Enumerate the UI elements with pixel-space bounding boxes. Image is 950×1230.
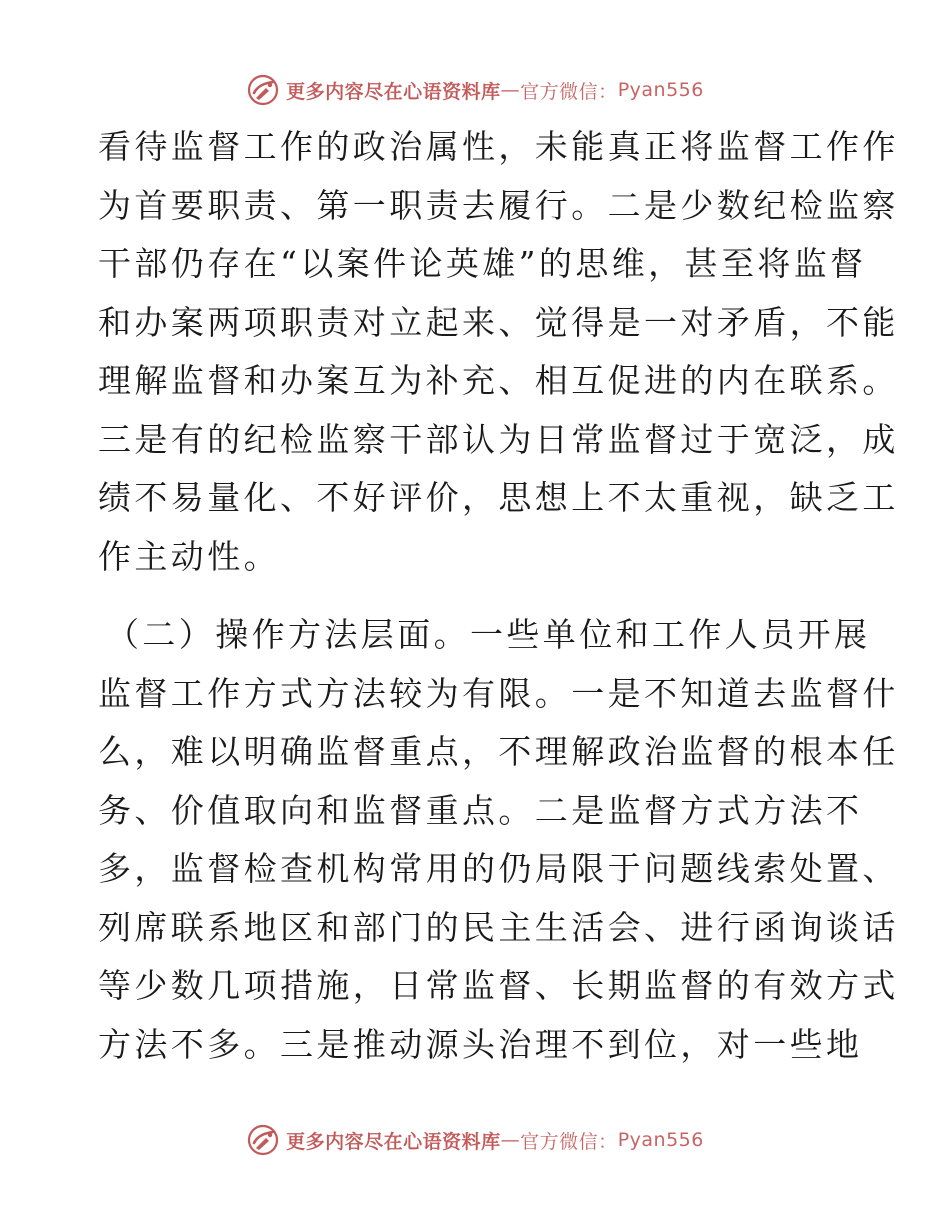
text-line: 为首要职责、第一职责去履行。二是少数纪检监察 xyxy=(98,185,899,225)
footer-banner xyxy=(0,1120,950,1160)
text-line: 等少数几项措施，日常监督、长期监督的有效方式 xyxy=(98,966,899,1005)
header-banner xyxy=(0,70,950,110)
brand-logo-icon xyxy=(246,73,280,107)
footer-banner-wechat-label: 官方微信： xyxy=(520,1130,618,1153)
paragraph-spacer xyxy=(98,586,850,606)
header-banner-wechat-id: Pyan556 xyxy=(617,79,704,101)
paragraph-2 xyxy=(98,606,899,1074)
footer-banner-separator: — xyxy=(500,1129,521,1151)
text-line: 绩不易量化、不好评价，思想上不太重视，缺乏工 xyxy=(98,478,899,517)
text-line: 么，难以明确监督重点，不理解政治监督的根本任 xyxy=(98,732,899,771)
header-banner-title: 更多内容尽在心语资料库 xyxy=(286,80,501,103)
paragraph-1 xyxy=(98,118,899,586)
footer-banner-wechat-id: Pyan556 xyxy=(617,1129,704,1151)
text-line: 理解监督和办案互为补充、相互促进的内在联系。 xyxy=(98,361,899,400)
text-line: 列席联系地区和部门的民主生活会、进行函询谈话 xyxy=(98,907,899,947)
text-line: 三是有的纪检监察干部认为日常监督过于宽泛，成 xyxy=(98,419,899,459)
document-body xyxy=(98,118,899,1074)
text-line: 多，监督检查机构常用的仍局限于问题线索处置、 xyxy=(98,849,899,888)
header-banner-wechat-label: 官方微信： xyxy=(520,80,618,103)
text-line: 方法不多。三是推动源头治理不到位，对一些地 xyxy=(98,1024,863,1064)
footer-banner-title: 更多内容尽在心语资料库 xyxy=(286,1130,501,1153)
text-line: 干部仍存在“以案件论英雄”的思维，甚至将监督 xyxy=(98,244,867,283)
text-line: 务、价值取向和监督重点。二是监督方式方法不 xyxy=(98,790,863,830)
text-line: （二）操作方法层面。一些单位和工作人员开展 xyxy=(106,615,871,654)
header-banner-separator: — xyxy=(500,79,521,101)
text-line: 和办案两项职责对立起来、觉得是一对矛盾，不能 xyxy=(98,302,899,342)
brand-logo-icon xyxy=(246,1123,280,1157)
text-line: 作主动性。 xyxy=(98,536,280,576)
text-line: 看待监督工作的政治属性，未能真正将监督工作作 xyxy=(98,127,899,166)
text-line: 监督工作方式方法较为有限。一是不知道去监督什 xyxy=(98,673,899,713)
